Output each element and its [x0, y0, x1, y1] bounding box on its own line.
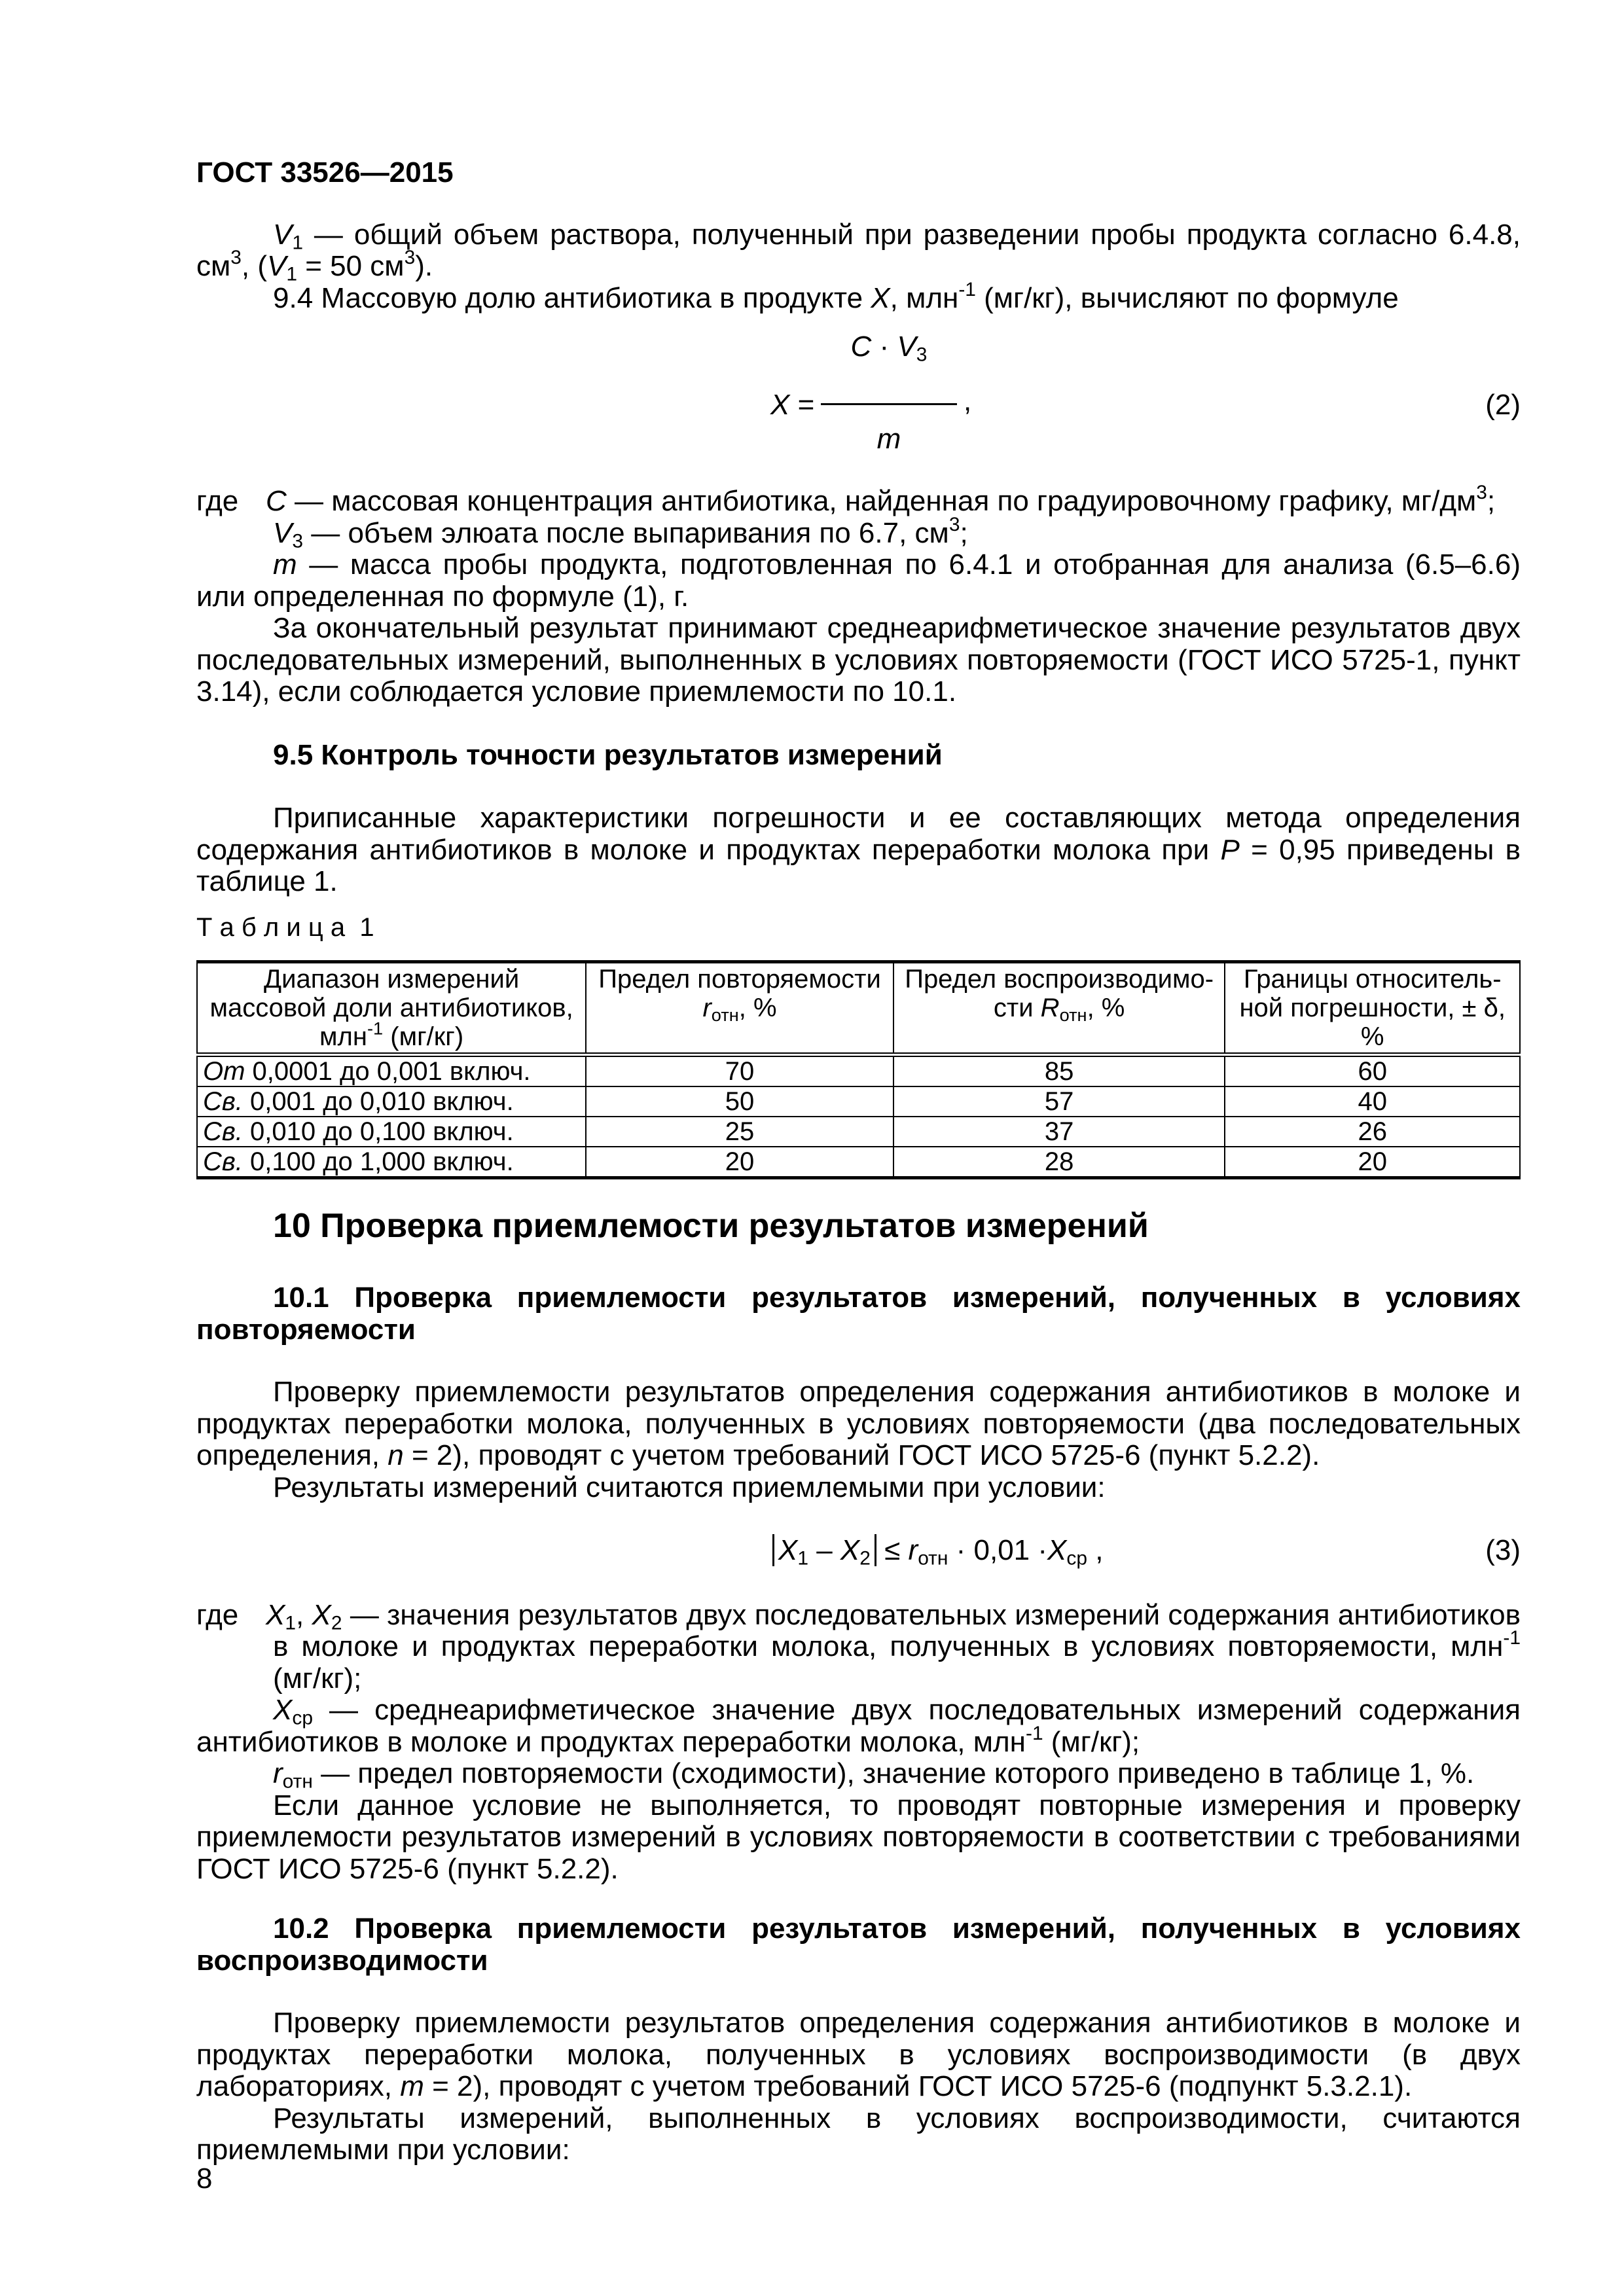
- cell-delta: 60: [1225, 1055, 1520, 1087]
- text-run: ;: [1487, 485, 1496, 517]
- document-header: ГОСТ 33526—2015: [196, 156, 454, 188]
- formula-2-number: (2): [1485, 389, 1521, 421]
- paragraph-9-5: [196, 802, 1521, 898]
- text-run: X: [273, 1694, 293, 1726]
- formula-2: [196, 331, 1521, 469]
- text-run: m: [876, 423, 901, 455]
- text-run: m: [273, 548, 297, 581]
- section-10-2-body: [196, 2007, 1521, 2166]
- text-run: r: [702, 994, 712, 1022]
- text-run: — предел повторяемости (сходимости), значение которого приведено в таблице 1, %.: [312, 1757, 1475, 1789]
- text-run: V: [897, 331, 916, 363]
- text-run: X: [1047, 1534, 1067, 1566]
- paragraph-9-4: [196, 278, 1521, 315]
- cell-r: 70: [586, 1055, 893, 1087]
- cell-delta: 40: [1225, 1086, 1520, 1117]
- paragraph-condition: Результаты измерений считаются приемлемыми при условии:: [273, 1471, 1106, 1503]
- cell-delta: 20: [1225, 1147, 1520, 1178]
- text-run: Приписанные характеристики погрешности и ее составляющих метода определения содержания антибиотиков в молоке и продуктах переработки молока при: [196, 802, 1521, 866]
- document-page: [196, 157, 1521, 2166]
- text-run: X: [871, 281, 890, 314]
- text-run: 3: [404, 247, 416, 269]
- cell-range: [197, 1117, 586, 1147]
- text-run: ;: [960, 516, 968, 549]
- table-row: [197, 1055, 1520, 1087]
- text-run: , %: [1087, 994, 1125, 1022]
- table-caption: Т а б л и ц а 1: [196, 912, 374, 942]
- text-run: -1: [367, 1018, 384, 1039]
- text-run: R: [1040, 994, 1060, 1022]
- text-run: ср: [292, 1707, 313, 1729]
- text-run: n: [388, 1439, 404, 1471]
- text-run: C: [850, 331, 872, 363]
- text-run: X: [840, 1534, 860, 1566]
- text-run: -1: [1503, 1627, 1521, 1649]
- text-run: ,: [1087, 1534, 1104, 1566]
- table-row: [197, 1147, 1520, 1178]
- text-run: X: [770, 389, 790, 421]
- definition-text: [266, 482, 1496, 517]
- formula-3: [196, 1534, 1521, 1570]
- text-run: 3: [230, 247, 242, 269]
- text-run: (мг/кг): [383, 1022, 464, 1051]
- cell-r: 25: [586, 1117, 893, 1147]
- text-run: r: [273, 1757, 283, 1789]
- text-run: От: [203, 1057, 245, 1086]
- text-run: = 2), проводят с учетом требований ГОСТ ИСО 5725-6 (пункт 5.2.2).: [403, 1439, 1320, 1471]
- heading-9-5: 9.5 Контроль точности результатов измерений: [273, 738, 943, 771]
- header-range: [197, 962, 586, 1055]
- page-number: 8: [196, 2162, 213, 2195]
- section-10-1-body: [196, 1376, 1521, 1503]
- text-run: = 50 см: [297, 250, 405, 282]
- cell-R: 28: [893, 1147, 1225, 1178]
- definition-c: [196, 482, 1521, 518]
- text-run: ).: [415, 250, 433, 282]
- text-run: 3: [292, 529, 303, 552]
- definition-m: [196, 549, 1521, 613]
- absolute-value: [772, 1534, 876, 1570]
- cell-range: [197, 1147, 586, 1178]
- cell-range: [197, 1055, 586, 1087]
- text-run: 0,001 до 0,010 включ.: [242, 1087, 514, 1116]
- definition-v3: [196, 513, 1521, 552]
- text-run: · 0,01 ·: [948, 1534, 1048, 1566]
- text-run: ≤: [876, 1534, 909, 1566]
- paragraph-10-1: [196, 1376, 1521, 1472]
- text-run: 0,010 до 0,100 включ.: [242, 1117, 514, 1146]
- text-run: Проверку приемлемости результатов определения содержания антибиотиков в молоке и продуктах переработки молока, полученных в условиях повторяемости (два последовательных определения,: [196, 1376, 1521, 1471]
- cell-R: 85: [893, 1055, 1225, 1087]
- text-run: , (: [241, 250, 267, 282]
- text-run: отн: [918, 1547, 948, 1570]
- text-run: — объем элюата после выпаривания по 6.7, см: [303, 516, 949, 549]
- text-run: 2: [859, 1547, 871, 1570]
- text-run: V: [267, 250, 287, 282]
- header-error-bounds: [1225, 962, 1520, 1055]
- formula-2-lhs: [770, 389, 814, 422]
- text-run: Диапазон измерений массовой доли антибиотиков, млн: [209, 965, 573, 1051]
- heading-10: 10 Проверка приемлемости результатов измерений: [273, 1207, 1149, 1245]
- text-run: — масса пробы продукта, подготовленная по 6.4.1 и отобранная для анализа (6.5–6.6) или определенная по формуле (1), г.: [196, 548, 1521, 613]
- text-run: V: [273, 218, 293, 251]
- text-run: , %: [738, 994, 777, 1022]
- definition-r-otn: [196, 1757, 1521, 1793]
- paragraph-v1-definition: [196, 219, 1521, 283]
- text-run: 1: [285, 1611, 296, 1634]
- where-label: где: [196, 1598, 239, 1631]
- text-run: V: [273, 516, 293, 549]
- where-block-2: [196, 1600, 1521, 1886]
- text-run: -1: [958, 278, 976, 300]
- text-run: Св.: [203, 1117, 243, 1146]
- text-run: — общий объем раствора, полученный при разведении пробы продукта согласно 6.4.8, см: [196, 218, 1521, 282]
- text-run: –: [808, 1534, 840, 1566]
- text-run: C: [266, 485, 287, 517]
- text-run: (мг/кг), вычисляют по формуле: [975, 281, 1399, 314]
- text-run: — среднеарифметическое значение двух последовательных измерений содержания антибиотиков в молоке и продуктах переработки молока, млн: [196, 1694, 1521, 1758]
- text-run: Границы относитель-ной погрешности, ± δ, %: [1239, 965, 1506, 1051]
- text-run: ,: [296, 1598, 312, 1631]
- text-run: 3: [1476, 482, 1487, 504]
- text-run: = 0,95 приведены в таблице 1.: [196, 833, 1521, 897]
- text-run: X: [312, 1598, 331, 1631]
- text-run: (мг/кг);: [1043, 1725, 1140, 1758]
- formula-2-denominator: [821, 423, 957, 456]
- text-run: ·: [871, 331, 897, 363]
- formula-3-number: (3): [1485, 1534, 1521, 1566]
- text-run: -1: [1025, 1722, 1043, 1744]
- formula-2-comma: ,: [964, 385, 972, 417]
- text-run: Проверку приемлемости результатов определения содержания антибиотиков в молоке и продуктах переработки молока, полученных в условиях воспроизводимости (в двух лабораториях,: [196, 2007, 1521, 2102]
- text-run: r: [908, 1534, 918, 1566]
- cell-R: 57: [893, 1086, 1225, 1117]
- text-run: отн: [711, 1004, 739, 1025]
- paragraph-final-result: За окончательный результат принимают среднеарифметическое значение результатов двух последовательных измерений, выполненных в условиях повторяемости (ГОСТ ИСО 5725-1, пункт 3.14), если соблюдается условие приемлемости по 10.1.: [196, 612, 1521, 708]
- text-run: 2: [331, 1611, 342, 1634]
- text-run: m: [400, 2070, 424, 2102]
- cell-delta: 26: [1225, 1117, 1520, 1147]
- formula-2-numerator: [821, 331, 957, 366]
- formula-3-rhs: [876, 1534, 1104, 1570]
- formula-3-expression: [772, 1534, 1104, 1570]
- definition-xcp: [196, 1695, 1521, 1758]
- text-run: 1: [292, 231, 303, 253]
- text-run: Предел повторяемости: [598, 965, 881, 994]
- text-run: X: [778, 1534, 798, 1566]
- where-block-1: [196, 482, 1521, 708]
- fraction-line: [821, 403, 957, 405]
- cell-R: 37: [893, 1117, 1225, 1147]
- text-run: P: [1220, 833, 1240, 866]
- heading-10-2: 10.2 Проверка приемлемости результатов измерений, полученных в условиях воспроизводимости: [196, 1912, 1521, 1977]
- text-run: 3: [916, 344, 928, 366]
- header-reproducibility: [893, 962, 1225, 1055]
- text-run: Предел воспроизводимо-сти: [905, 965, 1214, 1022]
- text-run: — значения результатов двух последовательных измерений содержания антибиотиков в молоке и продуктах переработки молока, полученных в условиях повторяемости, млн: [273, 1598, 1521, 1662]
- text-run: =: [789, 389, 815, 421]
- text-run: ср: [1066, 1547, 1087, 1570]
- text-run: Св.: [203, 1087, 243, 1116]
- table-row: [197, 1086, 1520, 1117]
- text-run: 3: [948, 513, 960, 535]
- table-row: [197, 1117, 1520, 1147]
- text-run: 0,100 до 1,000 включ.: [242, 1147, 514, 1176]
- text-run: Св.: [203, 1147, 243, 1176]
- paragraph-repeat: Если данное условие не выполняется, то проводят повторные измерения и проверку приемлемости результатов измерений в условиях повторяемости в соответствии с требованиями ГОСТ ИСО 5725-6 (пункт 5.2.2).: [196, 1789, 1521, 1885]
- text-run: X: [266, 1598, 285, 1631]
- cell-r: 20: [586, 1147, 893, 1178]
- text-run: 1: [286, 263, 297, 285]
- definition-x1-x2: [196, 1600, 1521, 1695]
- definition-text: [266, 1599, 1521, 1695]
- header-repeatability: [586, 962, 893, 1055]
- cell-r: 50: [586, 1086, 893, 1117]
- text-run: 0,0001 до 0,001 включ.: [245, 1057, 531, 1086]
- text-run: — массовая концентрация антибиотика, найденная по градуировочному графику, мг/дм: [286, 485, 1477, 517]
- text-run: отн: [1059, 1004, 1087, 1025]
- where-label: где: [196, 485, 239, 517]
- text-run: отн: [282, 1770, 313, 1793]
- cell-range: [197, 1086, 586, 1117]
- paragraph-10-2: [196, 2007, 1521, 2103]
- heading-10-1: 10.1 Проверка приемлемости результатов измерений, полученных в условиях повторяемости: [196, 1282, 1521, 1346]
- text-run: 9.4 Массовую долю антибиотика в продукте: [273, 281, 871, 314]
- text-run: 1: [797, 1547, 808, 1570]
- paragraph-condition-2: Результаты измерений, выполненных в условиях воспроизводимости, считаются приемлемыми при условии:: [196, 2102, 1521, 2166]
- text-run: = 2), проводят с учетом требований ГОСТ ИСО 5725-6 (подпункт 5.3.2.1).: [424, 2070, 1413, 2102]
- text-run: (мг/кг);: [273, 1662, 362, 1695]
- accuracy-table: [196, 960, 1521, 1179]
- text-run: , млн: [890, 281, 959, 314]
